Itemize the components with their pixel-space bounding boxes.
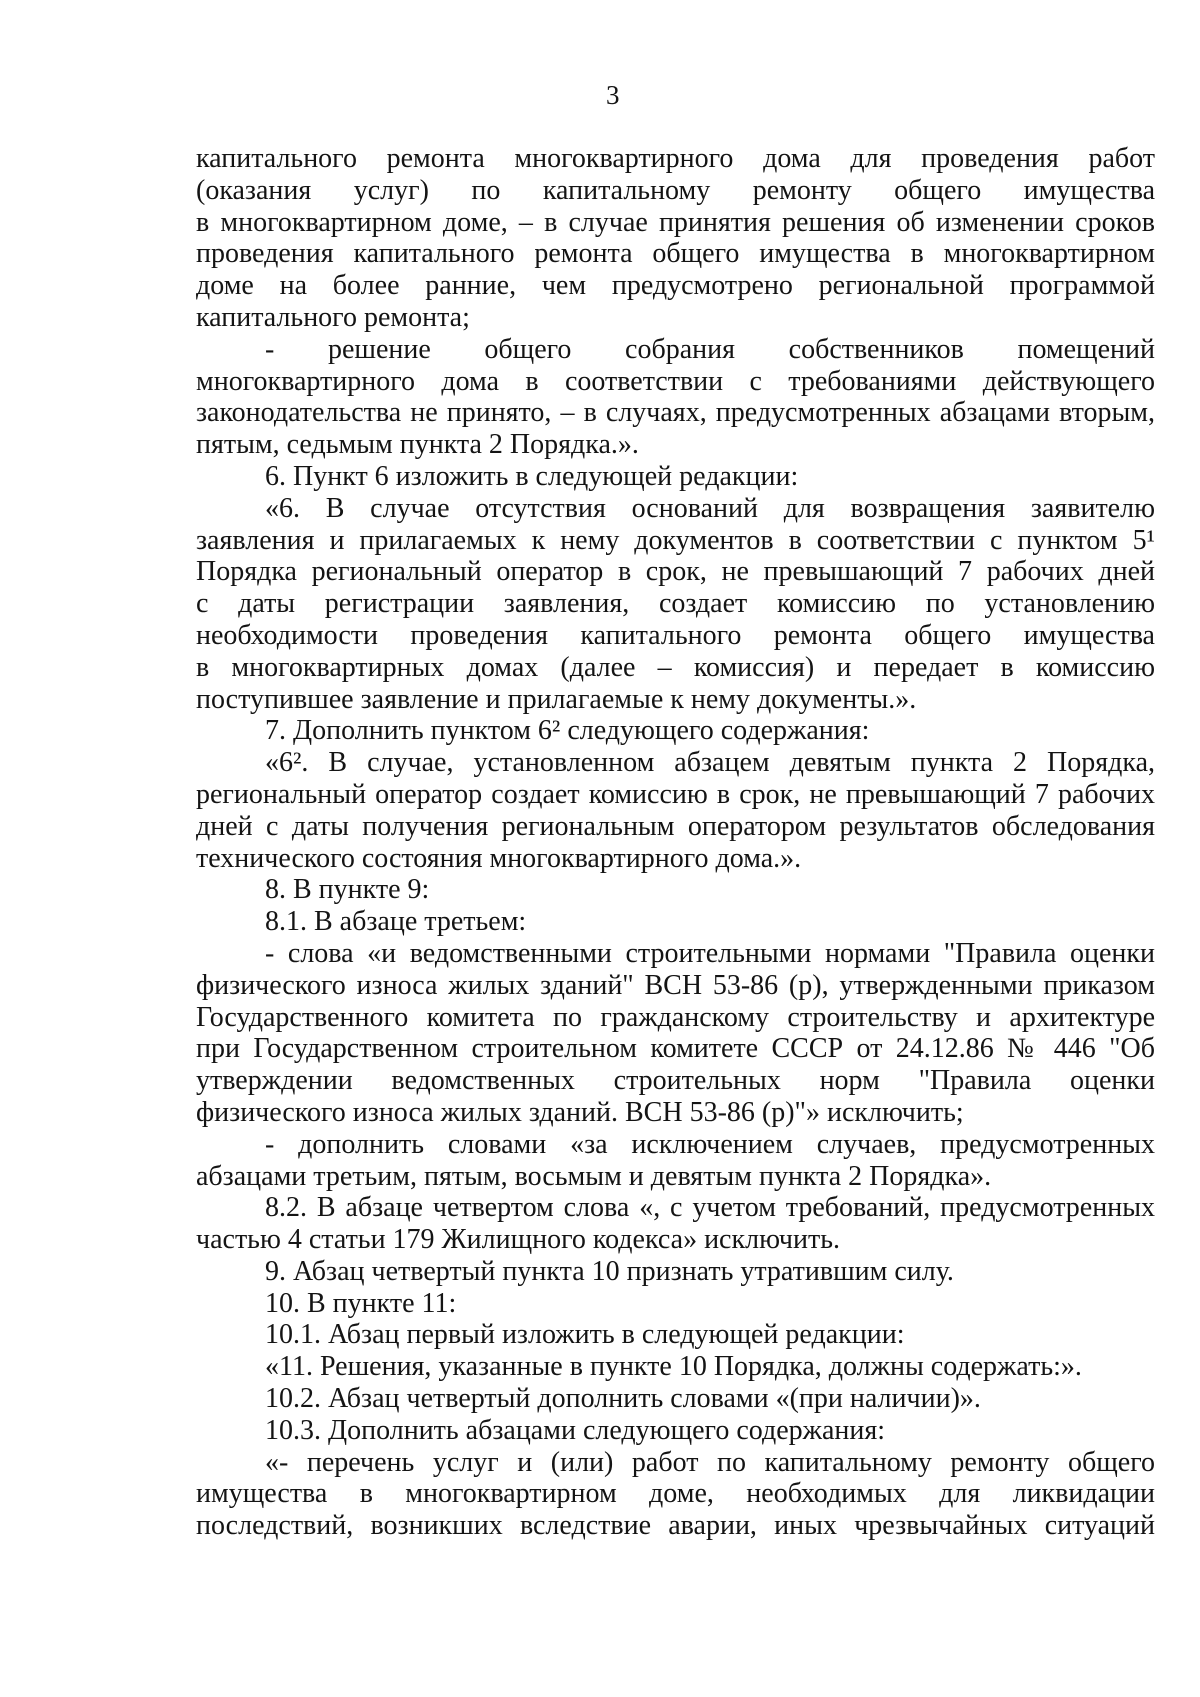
text-line: - решение общего собрания собственников помещений — [265, 333, 1155, 365]
text-line: частью 4 статьи 179 Жилищного кодекса» исключить. — [196, 1224, 840, 1256]
text-line: абзацами третьим, пятым, восьмым и девятым пункта 2 Порядка». — [196, 1160, 992, 1192]
text-line: - дополнить словами «за исключением случаев, предусмотренных — [265, 1128, 1155, 1160]
text-line: дней с даты получения региональным оператором результатов обследования — [196, 810, 1155, 842]
text-line: поступившее заявление и прилагаемые к нему документы.». — [196, 683, 917, 715]
text-line: физического износа жилых зданий. ВСН 53-86 (р)"» исключить; — [196, 1096, 964, 1128]
text-line: региональный оператор создает комиссию в срок, не превышающий 7 рабочих — [196, 778, 1155, 810]
text-line: в многоквартирных домах (далее – комиссия) и передает в комиссию — [196, 651, 1155, 683]
text-line: в многоквартирном доме, – в случае принятия решения об изменении сроков — [196, 206, 1155, 238]
text-line: 7. Дополнить пунктом 6² следующего содержания: — [265, 715, 870, 747]
text-line: многоквартирного дома в соответствии с требованиями действующего — [196, 365, 1155, 397]
text-line: утверждении ведомственных строительных норм "Правила оценки — [196, 1065, 1155, 1097]
document-body — [196, 143, 1155, 1542]
text-line: 10. В пункте 11: — [265, 1287, 457, 1319]
text-line: имущества в многоквартирном доме, необходимых для ликвидации — [196, 1478, 1155, 1510]
text-line: проведения капитального ремонта общего имущества в многоквартирном — [196, 238, 1155, 270]
text-line: с даты регистрации заявления, создает комиссию по установлению — [196, 588, 1155, 620]
text-line: последствий, возникших вследствие аварии, иных чрезвычайных ситуаций — [196, 1510, 1155, 1542]
text-line: Порядка региональный оператор в срок, не превышающий 7 рабочих дней — [196, 556, 1155, 588]
text-line: Государственного комитета по гражданскому строительству и архитектуре — [196, 1001, 1155, 1033]
text-line: капитального ремонта; — [196, 301, 470, 333]
text-line: «6². В случае, установленном абзацем девятым пункта 2 Порядка, — [265, 747, 1155, 779]
text-line: заявления и прилагаемых к нему документов в соответствии с пунктом 5¹ — [196, 524, 1155, 556]
text-line: 6. Пункт 6 изложить в следующей редакции: — [265, 460, 799, 492]
text-line: пятым, седьмым пункта 2 Порядка.». — [196, 429, 639, 461]
text-line: 8. В пункте 9: — [265, 874, 430, 906]
text-line: - слова «и ведомственными строительными нормами "Правила оценки — [265, 937, 1155, 969]
text-line: 9. Абзац четвертый пункта 10 признать утратившим силу. — [265, 1255, 954, 1287]
text-line: 10.2. Абзац четвертый дополнить словами «(при наличии)». — [265, 1383, 981, 1415]
text-line: «6. В случае отсутствия оснований для возвращения заявителю — [265, 492, 1155, 524]
text-line: 10.1. Абзац первый изложить в следующей редакции: — [265, 1319, 905, 1351]
text-line: капитального ремонта многоквартирного дома для проведения работ — [196, 143, 1155, 174]
text-line: доме на более ранние, чем предусмотрено региональной программой — [196, 270, 1155, 302]
text-line: (оказания услуг) по капитальному ремонту общего имущества — [196, 174, 1155, 206]
text-line: 10.3. Дополнить абзацами следующего содержания: — [265, 1414, 886, 1446]
text-line: 8.1. В абзаце третьем: — [265, 906, 527, 938]
text-line: технического состояния многоквартирного дома.». — [196, 842, 802, 874]
text-line: «11. Решения, указанные в пункте 10 Порядка, должны содержать:». — [265, 1351, 1082, 1383]
text-line: 8.2. В абзаце четвертом слова «, с учетом требований, предусмотренных — [265, 1192, 1155, 1224]
text-line: «- перечень услуг и (или) работ по капитальному ремонту общего — [265, 1446, 1155, 1478]
text-line: при Государственном строительном комитете СССР от 24.12.86 № 446 "Об — [196, 1033, 1155, 1065]
text-line: законодательства не принято, – в случаях, предусмотренных абзацами вторым, — [196, 397, 1155, 429]
text-line: физического износа жилых зданий" ВСН 53-86 (р), утвержденными приказом — [196, 969, 1155, 1001]
text-line: необходимости проведения капитального ремонта общего имущества — [196, 619, 1155, 651]
page-number: 3 — [606, 80, 620, 110]
